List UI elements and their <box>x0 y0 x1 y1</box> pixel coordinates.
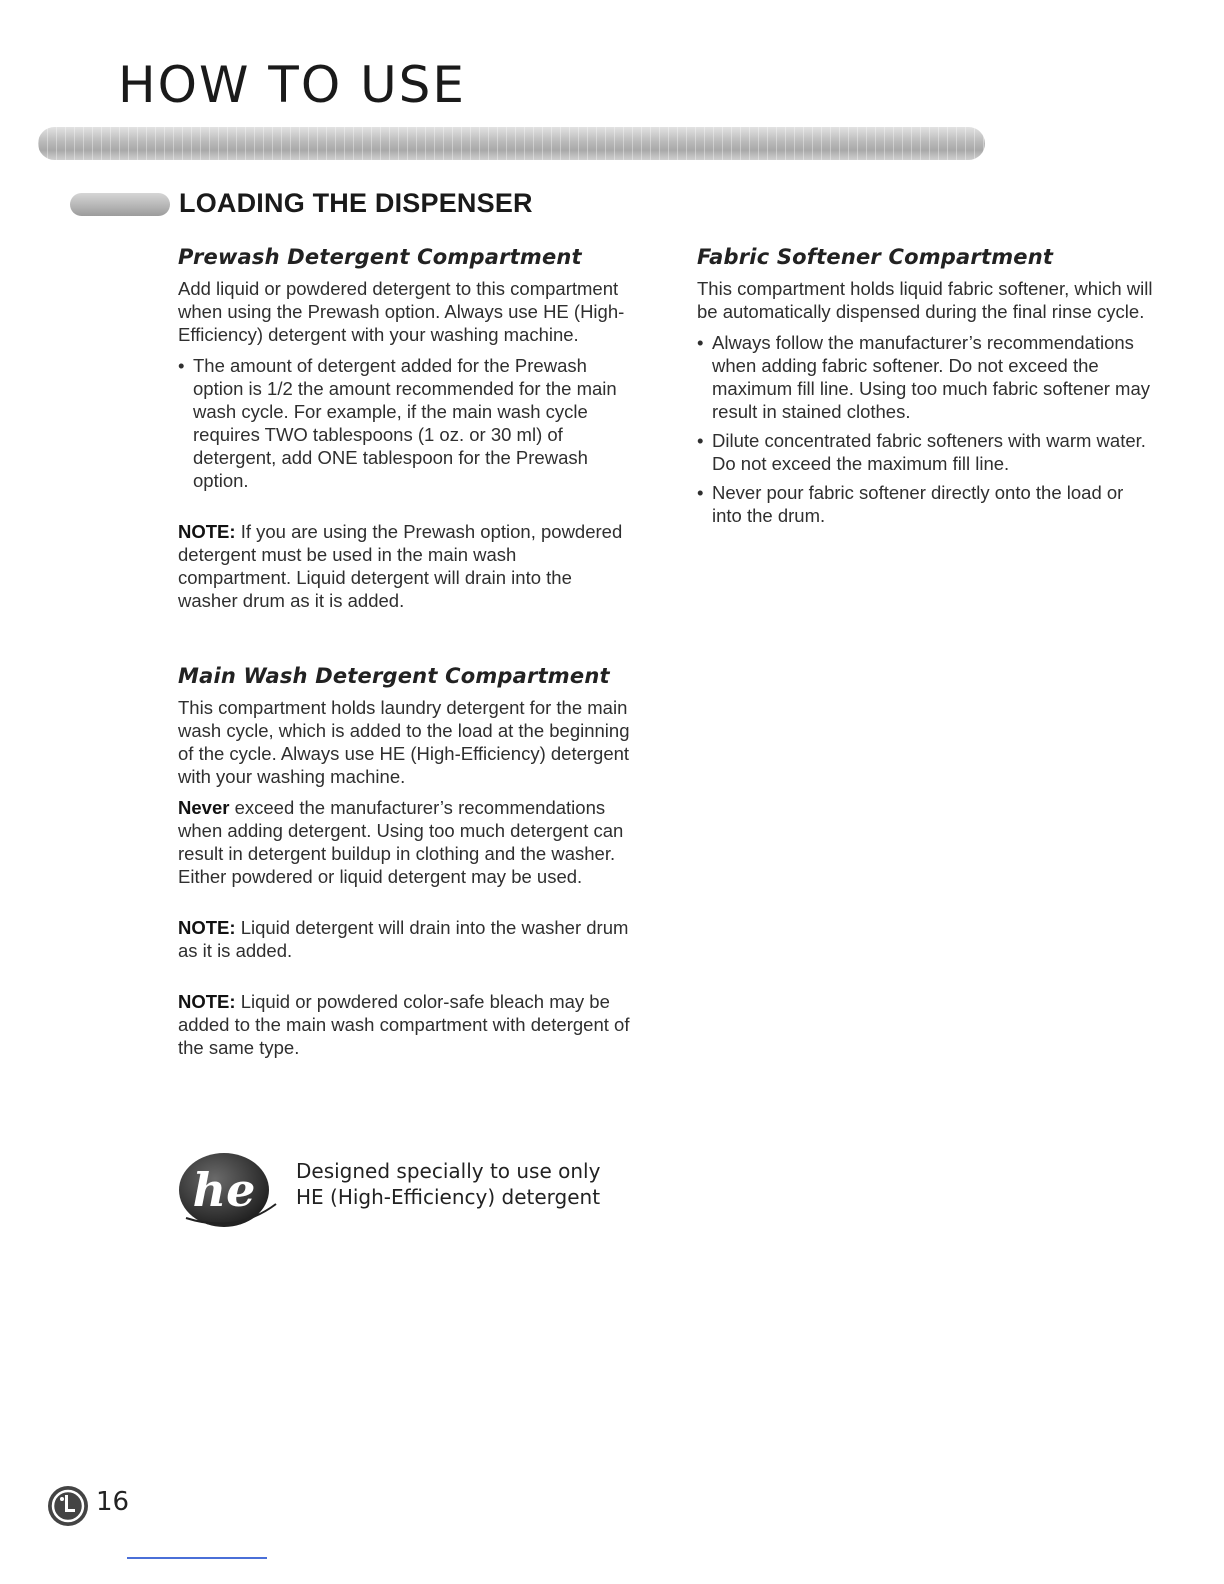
never-text: exceed the manufacturer’s recommendations when adding detergent. Using too much detergent can result in detergent buildup in clothing and the washer. Either powdered or liquid detergent may be used. <box>178 797 624 887</box>
prewash-note <box>178 520 628 612</box>
lg-logo-icon <box>46 1484 90 1528</box>
bullet-text: Never pour fabric softener directly onto the load or into the drum. <box>712 482 1124 526</box>
fabric-softener-section <box>697 245 1157 533</box>
note-text: If you are using the Prewash option, powdered detergent must be used in the main wash compartment. Liquid detergent will drain into the washer drum as it is added. <box>178 521 623 611</box>
main-wash-section <box>178 664 630 1067</box>
section-pill-decoration <box>70 193 170 216</box>
prewash-section <box>178 245 628 620</box>
note-text: Liquid detergent will drain into the washer drum as it is added. <box>178 917 629 961</box>
bullet-text: Dilute concentrated fabric softeners with warm water. Do not exceed the maximum fill line. <box>712 430 1146 474</box>
he-caption-line-1: Designed specially to use only <box>296 1159 601 1183</box>
main-wash-intro: This compartment holds laundry detergent for the main wash cycle, which is added to the load at the beginning of the cycle. Always use HE (High-Efficiency) detergent with your washing machine. <box>178 697 630 787</box>
note-text: Liquid or powdered color-safe bleach may be added to the main wash compartment with detergent of the same type. <box>178 991 630 1058</box>
bullet-text: Always follow the manufacturer’s recommendations when adding fabric softener. Do not exceed the maximum fill line. Using too much fabric softener may result in stained clothes. <box>712 332 1150 422</box>
prewash-intro: Add liquid or powdered detergent to this compartment when using the Prewash option. Always use HE (High-Efficiency) detergent with your washing machine. <box>178 278 625 345</box>
main-wash-note-1 <box>178 916 630 962</box>
section-heading: LOADING THE DISPENSER <box>179 188 533 218</box>
main-wash-warning <box>178 796 630 888</box>
bullet-icon: • <box>178 355 185 376</box>
lg-logo-text: LG <box>67 1510 69 1511</box>
bottom-divider <box>127 1557 267 1559</box>
note-label: NOTE: <box>178 991 236 1012</box>
bullet-icon: • <box>697 332 704 353</box>
he-logo-icon <box>176 1148 280 1230</box>
list-item <box>697 429 1157 475</box>
list-item <box>697 331 1157 423</box>
title-decorative-bar <box>38 127 985 160</box>
bullet-text: The amount of detergent added for the Prewash option is 1/2 the amount recommended for the main wash cycle. For example, if the main wash cycle requires TWO tablespoons (1 oz. or 30 ml) of detergent, add ONE tablespoon for the Prewash option. <box>193 355 617 491</box>
he-caption <box>296 1158 600 1210</box>
page-number: 16 <box>96 1487 130 1517</box>
note-label: NOTE: <box>178 521 236 542</box>
bullet-icon: • <box>697 482 704 503</box>
note-label: NOTE: <box>178 917 236 938</box>
main-wash-note-2 <box>178 990 630 1059</box>
fabric-softener-intro: This compartment holds liquid fabric softener, which will be automatically dispensed during the final rinse cycle. <box>697 278 1153 322</box>
main-wash-heading: Main Wash Detergent Compartment <box>178 664 610 688</box>
fabric-softener-bullet-list <box>697 331 1157 527</box>
page-title: HOW TO USE <box>118 56 467 114</box>
fabric-softener-heading: Fabric Softener Compartment <box>697 245 1054 269</box>
prewash-bullet-list <box>178 354 628 492</box>
prewash-heading: Prewash Detergent Compartment <box>178 245 582 269</box>
bullet-icon: • <box>697 430 704 451</box>
never-label: Never <box>178 797 230 818</box>
list-item <box>697 481 1157 527</box>
he-caption-line-2: HE (High-Efficiency) detergent <box>296 1185 601 1209</box>
he-logo-text: he <box>192 1163 256 1217</box>
list-item <box>178 354 628 492</box>
